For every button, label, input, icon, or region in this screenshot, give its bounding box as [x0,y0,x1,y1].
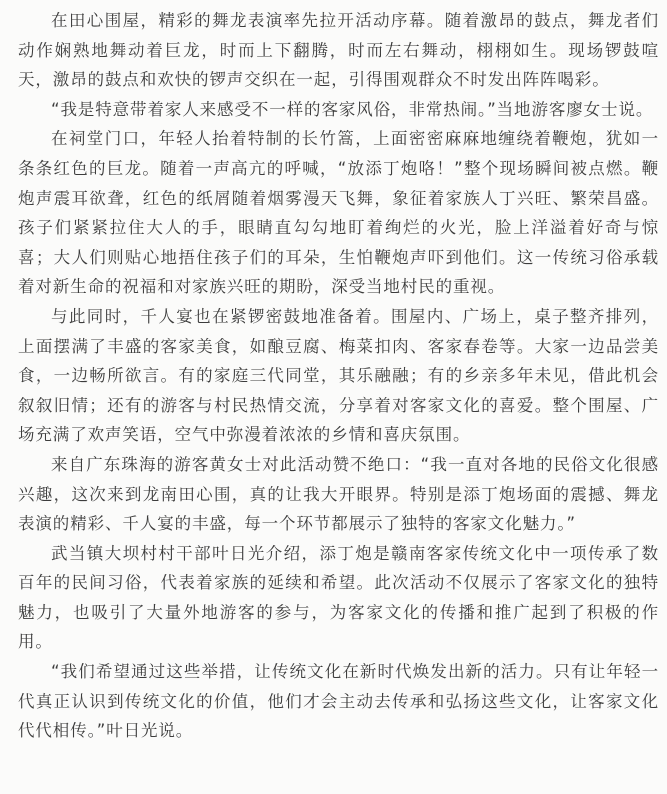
paragraph-dragon-dance: 在田心围屋，精彩的舞龙表演率先拉开活动序幕。随着激昂的鼓点，舞龙者们动作娴熟地舞动着巨龙，时而上下翻腾，时而左右舞动，栩栩如生。现场锣鼓喧天，激昂的鼓点和欢快的锣声交织在一起，引得围观群众不时发出阵阵喝彩。 [18,11,659,90]
paragraph-tourist-liao-quote: “我是特意带着家人来感受不一样的客家风俗，非常热闹。”当地游客廖女士说。 [51,99,654,119]
paragraph-thousand-person-banquet: 与此同时，千人宴也在紧锣密鼓地准备着。围屋内、广场上，桌子整齐排列，上面摆满了丰盛的客家美食，如酿豆腐、梅菜扣肉、客家春卷等。大家一边品尝美食，一边畅所欲言。有的家庭三代同堂，其乐融融；有的乡亲多年未见，借此机会叙叙旧情；还有的游客与村民热情交流，分享着对客家文化的喜爱。整个围屋、广场充满了欢声笑语，空气中弥漫着浓浓的乡情和喜庆氛围。 [18,306,659,445]
paragraph-closing-quote: “我们希望通过这些举措，让传统文化在新时代焕发出新的活力。只有让年轻一代真正认识到传统文化的价值，他们才会主动去传承和弘扬这些文化，让客家文化代代相传。”叶日光说。 [18,662,659,741]
paragraph-firecracker-ritual: 在祠堂门口，年轻人抬着特制的长竹篙，上面密密麻麻地缠绕着鞭炮，犹如一条条红色的巨龙。随着一声高亢的呼喊，“放添丁炮咯！”整个现场瞬间被点燃。鞭炮声震耳欲聋，红色的纸屑随着烟雾漫天飞舞，象征着家族人丁兴旺、繁荣昌盛。孩子们紧紧拉住大人的手，眼睛直勾勾地盯着绚烂的火光，脸上洋溢着好奇与惊喜；大人们则贴心地捂住孩子们的耳朵，生怕鞭炮声吓到他们。这一传统习俗承载着对新生命的祝福和对家族兴旺的期盼，深受当地村民的重视。 [18,129,659,297]
paragraph-village-official-intro: 武当镇大坝村村干部叶日光介绍，添丁炮是赣南客家传统文化中一项传承了数百年的民间习俗，代表着家族的延续和希望。此次活动不仅展示了客家文化的独特魅力，也吸引了大量外地游客的参与，为客家文化的传播和推广起到了积极的作用。 [18,543,659,652]
paragraph-tourist-huang-quote: 来自广东珠海的游客黄女士对此活动赞不绝口：“我一直对各地的民俗文化很感兴趣，这次来到龙南田心围，真的让我大开眼界。特别是添丁炮场面的震撼、舞龙表演的精彩、千人宴的丰盛，每一个环节都展示了独特的客家文化魅力。” [18,454,659,534]
